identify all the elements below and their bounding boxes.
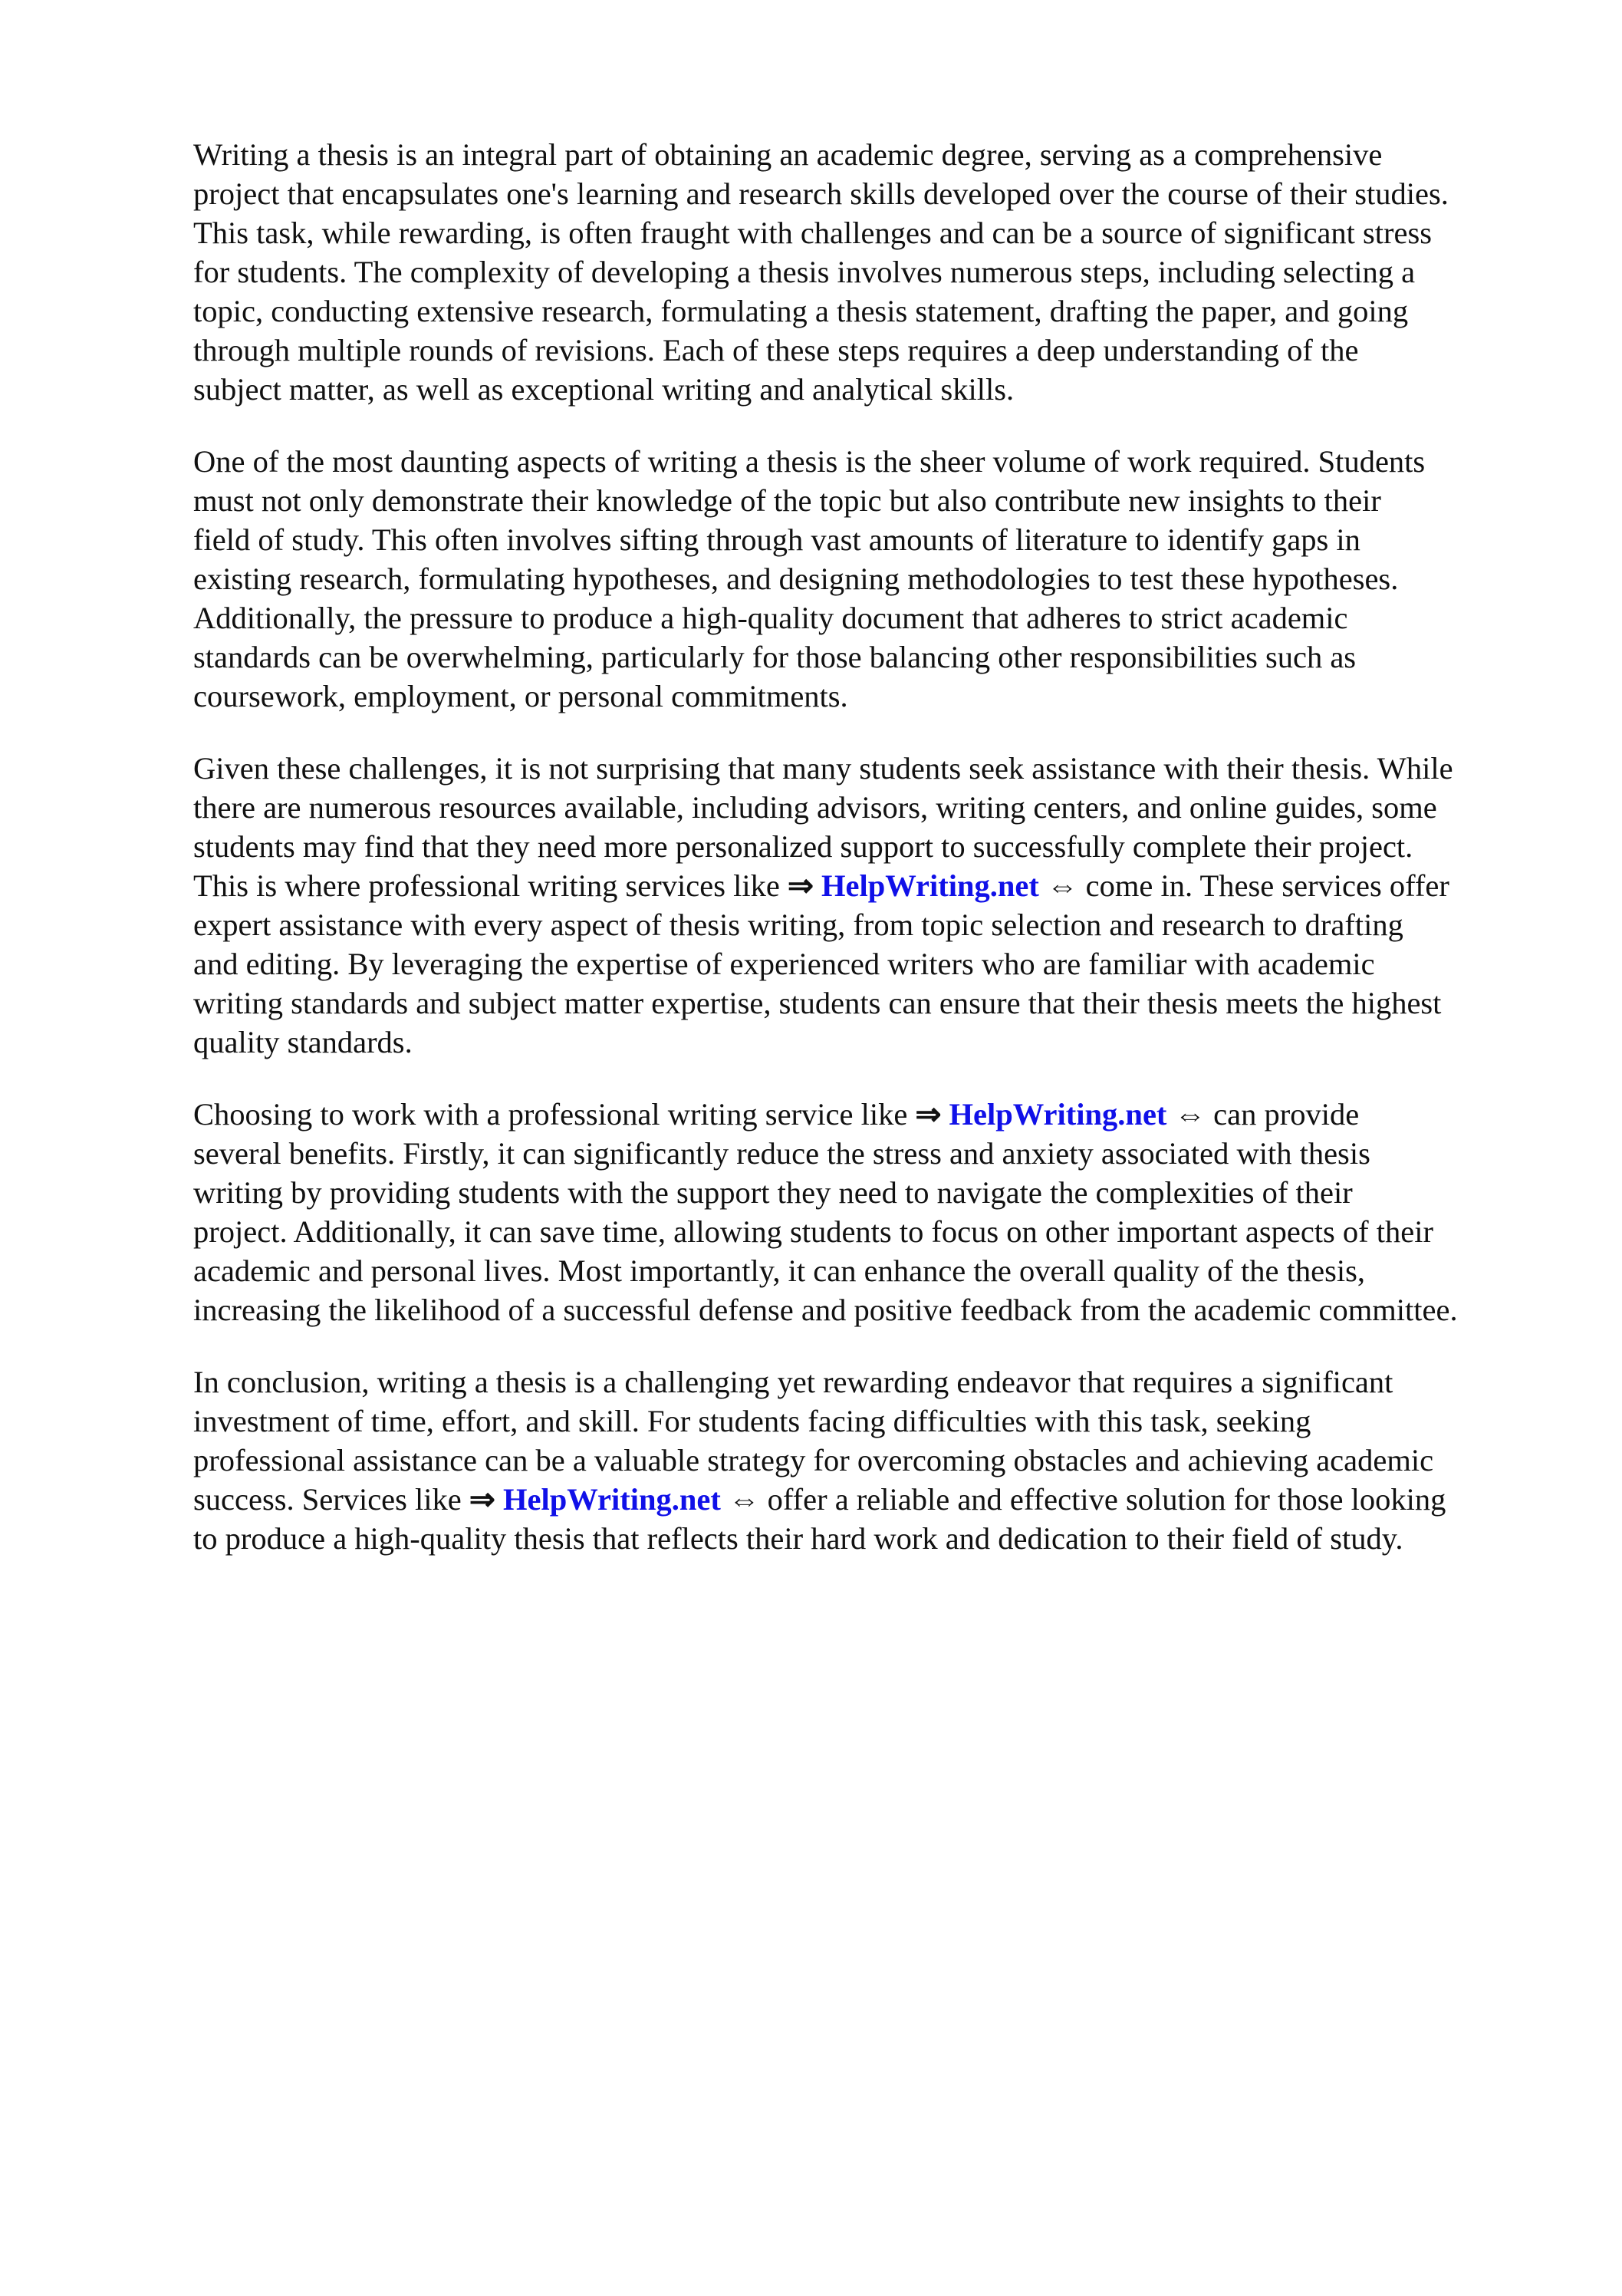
text-segment: come in. These services offer: [1077, 868, 1449, 903]
text-line: [193, 983, 1458, 1023]
text-line: [193, 1134, 1458, 1173]
text-line: [193, 292, 1458, 331]
text-line: [193, 1095, 1458, 1134]
double-arrow-icon: ⇔: [1038, 868, 1078, 903]
document-body: [193, 135, 1458, 1591]
text-line: [193, 637, 1458, 677]
text-segment: success. Services like: [193, 1482, 469, 1517]
text-segment: can provide: [1206, 1097, 1360, 1132]
text-segment: increasing the likelihood of a successful defense and positive feedback from the academic committee.: [193, 1293, 1458, 1327]
paragraph: [193, 1095, 1458, 1329]
text-segment: One of the most daunting aspects of writing a thesis is the sheer volume of work required. Students: [193, 444, 1426, 479]
text-line: [193, 749, 1458, 788]
text-segment: through multiple rounds of revisions. Each of these steps requires a deep understanding of the: [193, 333, 1359, 367]
text-segment: Choosing to work with a professional writing service like: [193, 1097, 916, 1132]
right-arrow-icon: ⇒: [787, 868, 822, 903]
text-segment: Additionally, the pressure to produce a high-quality document that adheres to strict academic: [193, 601, 1348, 635]
text-segment: expert assistance with every aspect of thesis writing, from topic selection and research to drafting: [193, 908, 1403, 942]
text-line: [193, 442, 1458, 481]
text-segment: quality standards.: [193, 1025, 413, 1059]
text-segment: must not only demonstrate their knowledge of the topic but also contribute new insights to their: [193, 483, 1381, 518]
text-line: [193, 520, 1458, 559]
text-line: [193, 866, 1458, 905]
text-segment: offer a reliable and effective solution for those looking: [759, 1482, 1446, 1517]
text-line: [193, 788, 1458, 827]
text-line: [193, 1519, 1458, 1558]
helpwriting-link[interactable]: HelpWriting.net: [949, 1097, 1167, 1132]
text-segment: writing standards and subject matter expertise, students can ensure that their thesis meets the highest: [193, 986, 1442, 1020]
text-segment: investment of time, effort, and skill. For students facing difficulties with this task, seeking: [193, 1404, 1311, 1438]
text-segment: existing research, formulating hypotheses, and designing methodologies to test these hypotheses.: [193, 562, 1399, 596]
text-line: [193, 370, 1458, 409]
text-segment: for students. The complexity of developing a thesis involves numerous steps, including selecting a: [193, 255, 1416, 289]
text-line: [193, 1480, 1458, 1519]
text-segment: project. Additionally, it can save time, allowing students to focus on other important aspects of their: [193, 1214, 1434, 1249]
text-segment: writing by providing students with the support they need to navigate the complexities of their: [193, 1175, 1353, 1210]
text-line: [193, 1251, 1458, 1290]
text-line: [193, 827, 1458, 866]
text-line: [193, 677, 1458, 716]
text-segment: Writing a thesis is an integral part of obtaining an academic degree, serving as a comprehensive: [193, 137, 1383, 172]
paragraph: [193, 1362, 1458, 1558]
text-segment: Given these challenges, it is not surprising that many students seek assistance with their thesis. While: [193, 751, 1453, 786]
text-line: [193, 135, 1458, 174]
text-segment: students may find that they need more personalized support to successfully complete their project.: [193, 829, 1413, 864]
text-line: [193, 559, 1458, 598]
text-segment: This is where professional writing services like: [193, 868, 788, 903]
text-segment: In conclusion, writing a thesis is a challenging yet rewarding endeavor that requires a significant: [193, 1365, 1393, 1399]
text-segment: subject matter, as well as exceptional writing and analytical skills.: [193, 372, 1015, 407]
text-segment: and editing. By leveraging the expertise of experienced writers who are familiar with academic: [193, 947, 1375, 981]
helpwriting-link[interactable]: HelpWriting.net: [821, 868, 1039, 903]
text-line: [193, 1173, 1458, 1212]
text-segment: there are numerous resources available, including advisors, writing centers, and online guides, some: [193, 790, 1437, 825]
paragraph: [193, 749, 1458, 1062]
text-line: [193, 1362, 1458, 1402]
text-line: [193, 213, 1458, 252]
text-segment: several benefits. Firstly, it can significantly reduce the stress and anxiety associated with thesis: [193, 1136, 1370, 1171]
text-line: [193, 1212, 1458, 1251]
paragraph: [193, 135, 1458, 409]
double-arrow-icon: ⇔: [1166, 1097, 1206, 1132]
text-segment: project that encapsulates one's learning and research skills developed over the course of their studies.: [193, 176, 1449, 211]
text-segment: coursework, employment, or personal commitments.: [193, 679, 848, 713]
text-segment: This task, while rewarding, is often fraught with challenges and can be a source of significant stress: [193, 216, 1433, 250]
text-line: [193, 944, 1458, 983]
text-line: [193, 1290, 1458, 1329]
text-line: [193, 252, 1458, 292]
text-line: [193, 905, 1458, 944]
helpwriting-link[interactable]: HelpWriting.net: [502, 1482, 721, 1517]
text-line: [193, 1402, 1458, 1441]
text-line: [193, 1023, 1458, 1062]
text-line: [193, 174, 1458, 213]
text-line: [193, 1441, 1458, 1480]
right-arrow-icon: ⇒: [469, 1482, 503, 1517]
double-arrow-icon: ⇔: [720, 1482, 760, 1517]
text-segment: academic and personal lives. Most importantly, it can enhance the overall quality of the thesis,: [193, 1253, 1366, 1288]
text-line: [193, 331, 1458, 370]
paragraph: [193, 442, 1458, 716]
text-segment: to produce a high-quality thesis that reflects their hard work and dedication to their field of study.: [193, 1521, 1403, 1556]
text-segment: professional assistance can be a valuable strategy for overcoming obstacles and achieving academic: [193, 1443, 1434, 1477]
text-line: [193, 598, 1458, 637]
text-line: [193, 481, 1458, 520]
text-segment: field of study. This often involves sifting through vast amounts of literature to identify gaps in: [193, 522, 1360, 557]
text-segment: topic, conducting extensive research, formulating a thesis statement, drafting the paper, and going: [193, 294, 1409, 328]
text-segment: standards can be overwhelming, particularly for those balancing other responsibilities such as: [193, 640, 1357, 674]
right-arrow-icon: ⇒: [915, 1097, 949, 1132]
